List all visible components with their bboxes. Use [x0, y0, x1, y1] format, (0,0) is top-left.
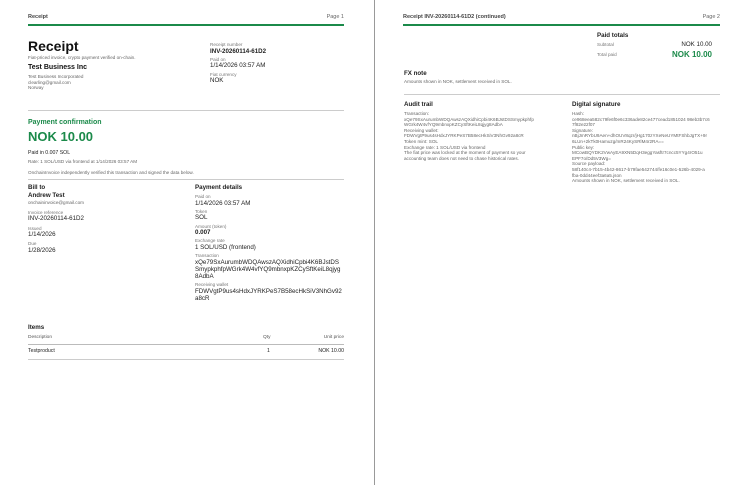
- bill-to-section: [28, 184, 178, 254]
- signature-line: fba-0dd44eef3a6a5.json: [572, 172, 622, 178]
- subtotal-value: NOK 10.00: [681, 41, 712, 48]
- signature-line: Source payload:: [572, 161, 606, 167]
- pd-paid-on: 1/14/2026 03:57 AM: [195, 199, 251, 207]
- audit-line: Receiving wallet:: [404, 127, 439, 133]
- signature-line: EPF7o/Dd5V3Wg=: [572, 155, 611, 161]
- items-header-divider: [28, 344, 344, 345]
- transaction-label: Transaction: [195, 253, 219, 259]
- signature-line: 7f82e22f07: [572, 122, 595, 128]
- receiving-wallet-label: Receiving wallet: [195, 282, 229, 288]
- signature-line: Amounts shown in NOK, settlement received in SOL.: [572, 178, 680, 184]
- audit-line: FDWVgtP9us4sHdxJYRKPeS7B58ecHkSiV3NhGv92a8cR: [404, 133, 524, 139]
- verification-note: OnchainInvoice independently verified this transaction and signed the data below.: [28, 170, 194, 175]
- items-table: [28, 335, 344, 360]
- audit-line: WGrk4W4vfYQ9mbnxpKZCySftKeiL8qjyg8AdbA: [404, 122, 503, 128]
- page-number: Page 2: [702, 14, 720, 20]
- fx-note: Amounts shown in NOK, settlement received in SOL.: [404, 79, 512, 84]
- page-header-title: Receipt INV-20260114-61D2 (continued): [403, 14, 506, 20]
- due-label: Due: [28, 241, 37, 247]
- confirmed-amount: NOK 10.00: [28, 129, 94, 144]
- fiat-currency: NOK: [210, 77, 224, 85]
- receiving-wallet[interactable]: FDWVgtP9us4sHdxJYRKPeS7B58ecHkSiV3NhGv92a8cR: [195, 287, 342, 303]
- audit-trail-body: [404, 111, 554, 161]
- total-paid-row: [597, 50, 712, 60]
- page-header-title: Receipt: [28, 14, 48, 20]
- payment-details-heading: Payment details: [195, 184, 243, 191]
- audit-line: accounting team does not need to chase historical rates.: [404, 155, 519, 161]
- digital-signature-heading: Digital signature: [572, 101, 621, 108]
- page-header: [403, 14, 720, 24]
- receipt-page-2: [375, 0, 750, 485]
- exchange-rate-label: Exchange rate: [195, 238, 225, 244]
- fiat-currency-label: Fiat currency: [210, 71, 237, 77]
- table-row: [28, 348, 344, 359]
- subtotal-label: Subtotal: [597, 42, 614, 47]
- col-unit-price: Unit price: [323, 335, 344, 340]
- token: SOL: [195, 214, 208, 222]
- paid-totals-heading: Paid totals: [597, 32, 629, 39]
- receipt-page-1: [0, 0, 374, 485]
- signature-line: Public key:: [572, 144, 595, 150]
- receipt-meta: [210, 42, 266, 84]
- audit-line: xQe79SxAurumbWDQAwszAQXidhiCpbi4K6BJstDSSmypkphfp: [404, 116, 534, 122]
- due-date: 1/28/2026: [28, 246, 56, 254]
- amount-token-label: Amount (token): [195, 223, 227, 229]
- paid-in-token: Paid in 0.007 SOL: [28, 150, 71, 156]
- items-header-row: [28, 335, 344, 344]
- business-email: clearling@gmail.com: [28, 79, 71, 85]
- bill-to-name: Andrew Test: [28, 192, 65, 199]
- transaction-hash[interactable]: xQe79SxAurumbWDQAwszAQXidhiCpbi4K6BJstDSSmypkphfpWGrk4W4vfYQ9mbnxpKZCySftKeiL8qjyg8AdbA: [195, 258, 341, 281]
- amount-token: 0.007: [195, 229, 211, 237]
- audit-line: The fiat price was locked at the moment of payment so your: [404, 150, 526, 156]
- col-description: Description: [28, 335, 52, 340]
- signature-line: ce968eea582c79fe6f0e6c336ade82ce477cead1851024 98eb3b7c6: [572, 116, 710, 122]
- signature-line: 6LUn+2kTk0Hamuzg/mR24KySRlM4r2RA==: [572, 138, 664, 144]
- business-details: [28, 74, 83, 91]
- page-header: [28, 14, 344, 24]
- item-qty: 1: [267, 347, 270, 354]
- receipt-number: INV-20260114-61D2: [210, 47, 267, 55]
- total-paid-value: NOK 10.00: [671, 50, 712, 59]
- audit-line: Exchange rate: 1 SOL/USD via frontend: [404, 144, 486, 150]
- header-accent-line: [28, 24, 344, 26]
- signature-line: 58f140c4-7b15-4b42-8617-b79fae542744/fe16c0e1-526b-4029-a: [572, 166, 705, 172]
- audit-line: Transaction:: [404, 111, 430, 116]
- receipt-subtitle: Fiat-priced invoice, crypto payment verified on-chain.: [28, 55, 136, 60]
- token-label: Token: [195, 208, 208, 214]
- invoice-reference-label: Invoice reference: [28, 209, 64, 215]
- section-divider: [404, 94, 720, 95]
- item-unit-price: NOK 10.00: [318, 347, 344, 354]
- header-accent-line: [403, 24, 720, 26]
- paid-totals: [597, 32, 712, 60]
- exchange-rate: 1 SOL/USD (frontend): [195, 243, 256, 251]
- paid-on-label: Paid on: [210, 56, 226, 62]
- items-heading: Items: [28, 324, 45, 331]
- signature-line: nBjJmRYbU9Aen+dhOUV8qzr/jHg170zYXeNeUYMtFShbJgTX+9r: [572, 133, 707, 139]
- total-paid-label: Total paid: [597, 52, 617, 57]
- signature-line: Hash:: [572, 111, 585, 116]
- section-divider: [28, 110, 344, 111]
- signature-line: MCowBQYDK2VwAyEA9XN5DqH3eggYasftr7cncc5YYg4rO51u: [572, 150, 703, 156]
- section-divider: [28, 179, 344, 180]
- col-qty: Qty: [263, 335, 271, 340]
- audit-line: Token mint: SOL: [404, 138, 438, 144]
- audit-trail-section: [404, 101, 554, 161]
- bill-to-email: onchaininvoice@gmail.com: [28, 200, 84, 206]
- digital-signature-section: [572, 101, 720, 184]
- audit-trail-heading: Audit trail: [404, 101, 433, 108]
- business-legal-name: Test Business Incorporated: [28, 74, 84, 79]
- bill-to-heading: Bill to: [28, 184, 46, 191]
- issued-label: Issued: [28, 225, 42, 231]
- business-country: Norway: [28, 85, 44, 91]
- fx-note-heading: FX note: [404, 70, 427, 77]
- subtotal-row: [597, 41, 712, 50]
- items-bottom-divider: [28, 359, 344, 360]
- digital-signature-body: [572, 111, 720, 184]
- payment-confirmation-heading: Payment confirmation: [28, 119, 102, 126]
- paid-on: 1/14/2026 03:57 AM: [210, 62, 266, 70]
- receipt-number-label: Receipt number: [210, 42, 243, 47]
- rate-note: Rate: 1 SOL/USD via frontend at 1/14/2026 03:57 AM: [28, 159, 138, 164]
- invoice-reference: INV-20260114-61D2: [28, 215, 84, 223]
- item-description: Testproduct: [28, 347, 55, 354]
- receipt-title: Receipt: [28, 38, 79, 54]
- business-name: Test Business Inc: [28, 64, 88, 71]
- payment-details-section: [195, 184, 345, 302]
- page-number: Page 1: [326, 14, 344, 20]
- pd-paid-on-label: Paid on: [195, 194, 211, 199]
- issued-date: 1/14/2026: [28, 231, 56, 239]
- signature-line: Signature:: [572, 127, 593, 133]
